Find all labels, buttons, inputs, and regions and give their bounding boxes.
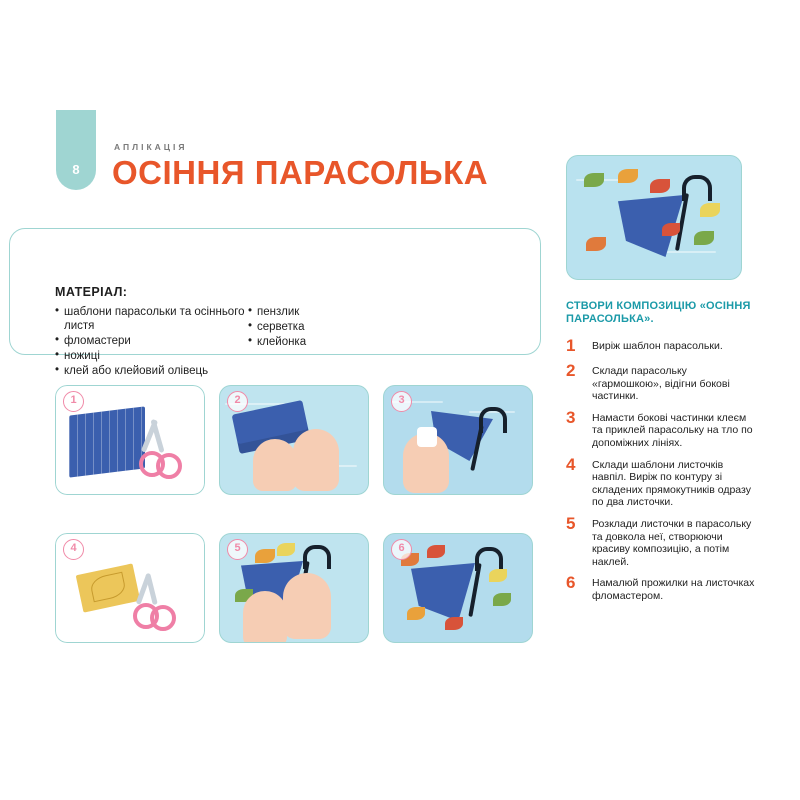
instruction-step (566, 361, 756, 403)
page-number: 8 (72, 162, 80, 177)
step-badge: 6 (391, 539, 412, 560)
step-text: Склади шаблони листочків навпіл. Виріж по контуру зі складених прямокутників одразу по два листочки. (592, 458, 751, 509)
step-text: Виріж шаблон парасольки. (592, 340, 723, 352)
list-item: • клей або клейовий олівець (55, 365, 265, 379)
step-number: 3 (566, 407, 576, 427)
list-item: • пензлик (248, 306, 388, 320)
step-photo-1 (55, 385, 205, 495)
leaf (493, 593, 511, 606)
hand (283, 573, 331, 639)
step-badge: 2 (227, 391, 248, 412)
list-item: • шаблони парасольки та осіннього листя (55, 306, 265, 333)
page-number-tab (56, 110, 96, 190)
leaf (427, 545, 445, 558)
instruction-step (566, 407, 756, 450)
step-photo-3 (383, 385, 533, 495)
compose-instruction-title: СТВОРИ КОМПОЗИЦІЮ «ОСІННЯ ПАРАСОЛЬКА». (566, 300, 751, 325)
step-number: 6 (566, 573, 576, 593)
step-badge: 4 (63, 539, 84, 560)
step-photo-5 (219, 533, 369, 643)
leaf (407, 607, 425, 620)
materials-box (9, 228, 541, 377)
instruction-step (566, 513, 756, 568)
scissors-handle (150, 605, 176, 631)
step-badge: 5 (227, 539, 248, 560)
photo-frame (566, 155, 742, 280)
materials-list-right (248, 306, 388, 351)
step-text: Намалюй прожилки на листочках фломастером. (592, 577, 755, 602)
leaf (277, 543, 295, 556)
step-number: 2 (566, 361, 576, 380)
section-kicker: АПЛІКАЦІЯ (114, 142, 188, 152)
step-number: 1 (566, 336, 576, 355)
materials-heading: МАТЕРІАЛ: (55, 285, 128, 299)
scissors-handle (156, 453, 182, 479)
leaf (489, 569, 507, 582)
materials-list-left (55, 306, 265, 380)
umbrella-handle (475, 547, 503, 571)
glue-stick (417, 427, 437, 447)
leaf (445, 617, 463, 630)
step-photo-grid (55, 385, 543, 645)
list-item: • ножиці (55, 350, 265, 364)
step-text: Склади парасольку «гармошкою», відігни бокові частинки. (592, 365, 730, 403)
step-text: Розклади листочки в парасольку та довкола неї, створюючи красиву композицію, а потім наклей. (592, 517, 752, 568)
step-photo-4 (55, 533, 205, 643)
umbrella-handle (479, 407, 507, 433)
page-title: ОСІННЯ ПАРАСОЛЬКА (112, 154, 489, 191)
step-text: Намасти бокові частинки клеєм та приклей парасольку на тло по допоміжних лініях. (592, 411, 753, 449)
step-number: 4 (566, 454, 576, 474)
list-item: • фломастери (55, 335, 265, 349)
hand (293, 429, 339, 491)
step-photo-2 (219, 385, 369, 495)
step-photo-6 (383, 533, 533, 643)
list-item: • клейонка (248, 336, 388, 350)
step-number: 5 (566, 513, 576, 533)
finished-artwork-photo (566, 155, 742, 280)
step-badge: 3 (391, 391, 412, 412)
fold-lines (69, 406, 145, 477)
page-header (56, 110, 526, 190)
instruction-step (566, 454, 756, 509)
instruction-step (566, 336, 756, 356)
instruction-step (566, 573, 756, 602)
leaf (255, 549, 275, 563)
step-badge: 1 (63, 391, 84, 412)
umbrella-handle (303, 545, 331, 569)
list-item: • серветка (248, 321, 388, 335)
hand (253, 439, 297, 491)
instruction-steps (566, 336, 756, 612)
hand (243, 591, 287, 643)
